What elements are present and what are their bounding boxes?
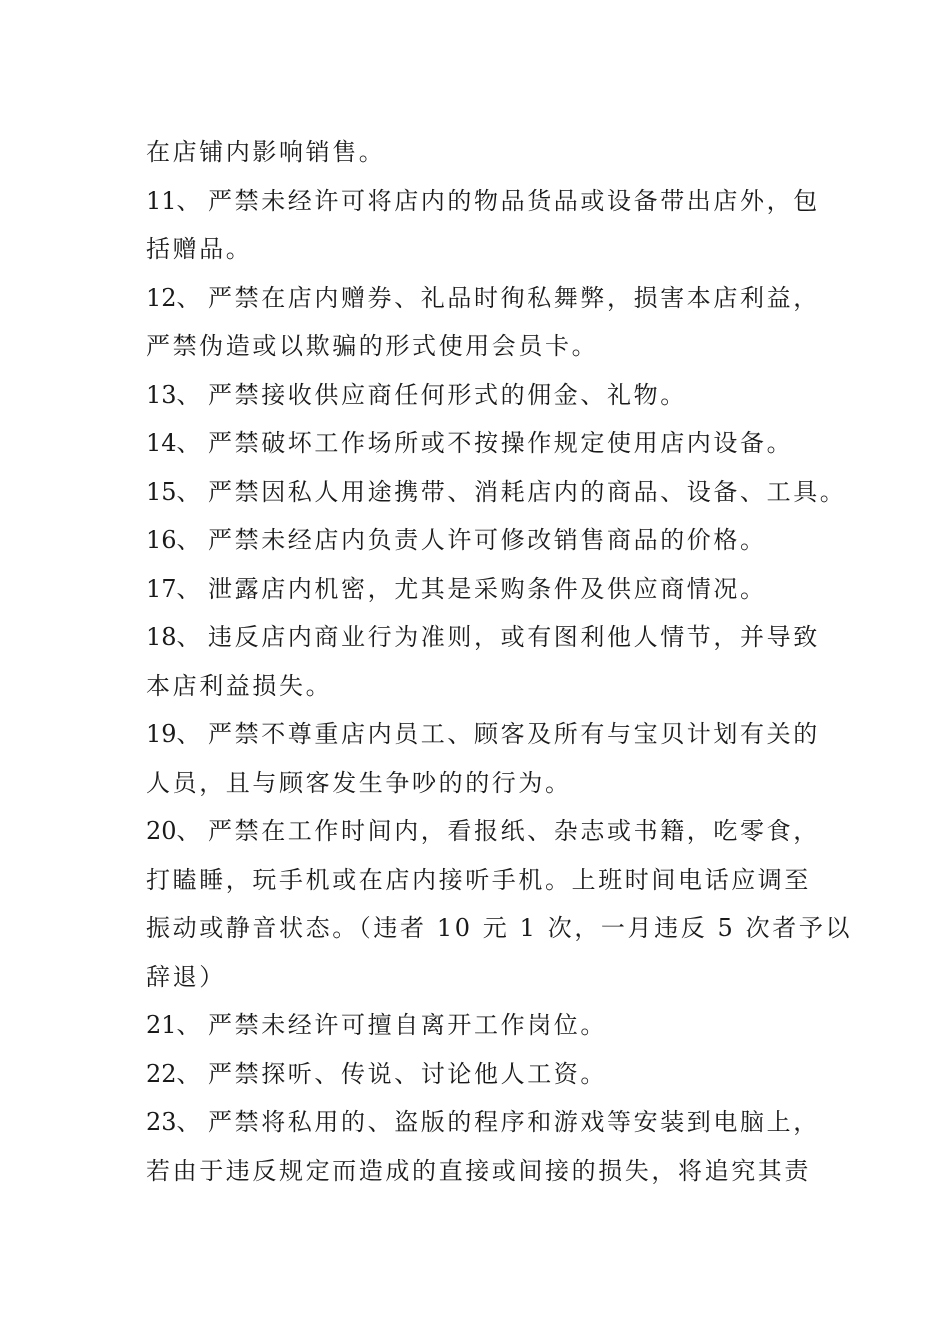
rule-item-18 <box>146 613 820 662</box>
document-body <box>146 128 853 1195</box>
item-number: 11、 <box>146 186 201 215</box>
rule-item-22 <box>146 1050 814 1099</box>
text-line <box>146 759 814 808</box>
text-line <box>146 662 814 711</box>
rule-item-12 <box>146 274 820 323</box>
line-text: 严禁在店内赠券、礼品时徇私舞弊，损害本店利益， <box>208 283 820 312</box>
line-text: 打瞌睡，玩手机或在店内接听手机。上班时间电话应调至 <box>146 865 811 894</box>
text-line <box>146 904 853 953</box>
line-text: 本店利益损失。 <box>146 671 333 700</box>
rule-item-17 <box>146 565 814 614</box>
line-text: 振动或静音状态。（违者 10 元 1 次，一月违反 5 次者予以 <box>146 914 853 942</box>
line-text: 严禁将私用的、盗版的程序和游戏等安装到电脑上， <box>208 1108 820 1136</box>
item-number: 14、 <box>146 429 201 457</box>
item-number: 21、 <box>146 1011 201 1039</box>
rule-item-19 <box>146 710 820 759</box>
item-number: 20、 <box>146 817 201 845</box>
rule-item-14 <box>146 419 814 468</box>
text-line <box>146 1147 814 1196</box>
rule-item-23 <box>146 1098 820 1147</box>
item-number: 17、 <box>146 574 201 603</box>
line-text: 泄露店内机密，尤其是采购条件及供应商情况。 <box>208 574 767 603</box>
item-number: 16、 <box>146 526 201 554</box>
rule-item-16 <box>146 516 814 565</box>
item-number: 22、 <box>146 1059 201 1088</box>
rule-item-21 <box>146 1001 814 1050</box>
line-text: 严禁接收供应商任何形式的佣金、礼物。 <box>208 380 687 409</box>
text-line <box>146 953 814 1002</box>
item-number: 19、 <box>146 720 201 748</box>
item-number: 23、 <box>146 1108 201 1136</box>
line-text: 辞退） <box>146 962 226 991</box>
line-text: 人员，且与顾客发生争吵的的行为。 <box>146 768 572 797</box>
line-text: 严禁未经许可将店内的物品货品或设备带出店外，包 <box>208 186 820 215</box>
rule-item-13 <box>146 371 814 420</box>
line-text: 违反店内商业行为准则，或有图利他人情节，并导致 <box>208 623 820 651</box>
text-line <box>146 128 814 177</box>
text-line <box>146 225 814 274</box>
line-text: 严禁破坏工作场所或不按操作规定使用店内设备。 <box>208 429 794 457</box>
line-text: 严禁伪造或以欺骗的形式使用会员卡。 <box>146 332 599 360</box>
line-text: 若由于违反规定而造成的直接或间接的损失，将追究其责 <box>146 1156 811 1185</box>
line-text: 严禁未经店内负责人许可修改销售商品的价格。 <box>208 526 767 554</box>
line-text: 严禁探听、传说、讨论他人工资。 <box>208 1059 607 1088</box>
text-line <box>146 856 814 905</box>
line-text: 括赠品。 <box>146 235 253 263</box>
line-text: 严禁不尊重店内员工、顾客及所有与宝贝计划有关的 <box>208 720 820 748</box>
rule-item-15 <box>146 468 847 517</box>
text-line <box>146 322 814 371</box>
item-number: 13、 <box>146 380 201 409</box>
rule-item-20 <box>146 807 820 856</box>
item-number: 15、 <box>146 477 201 506</box>
line-text: 在店铺内影响销售。 <box>146 138 386 166</box>
line-text: 严禁在工作时间内，看报纸、杂志或书籍，吃零食， <box>208 817 820 845</box>
line-text: 严禁因私人用途携带、消耗店内的商品、设备、工具。 <box>208 477 847 506</box>
line-text: 严禁未经许可擅自离开工作岗位。 <box>208 1011 607 1039</box>
item-number: 18、 <box>146 623 201 651</box>
rule-item-11 <box>146 177 820 226</box>
item-number: 12、 <box>146 283 201 312</box>
